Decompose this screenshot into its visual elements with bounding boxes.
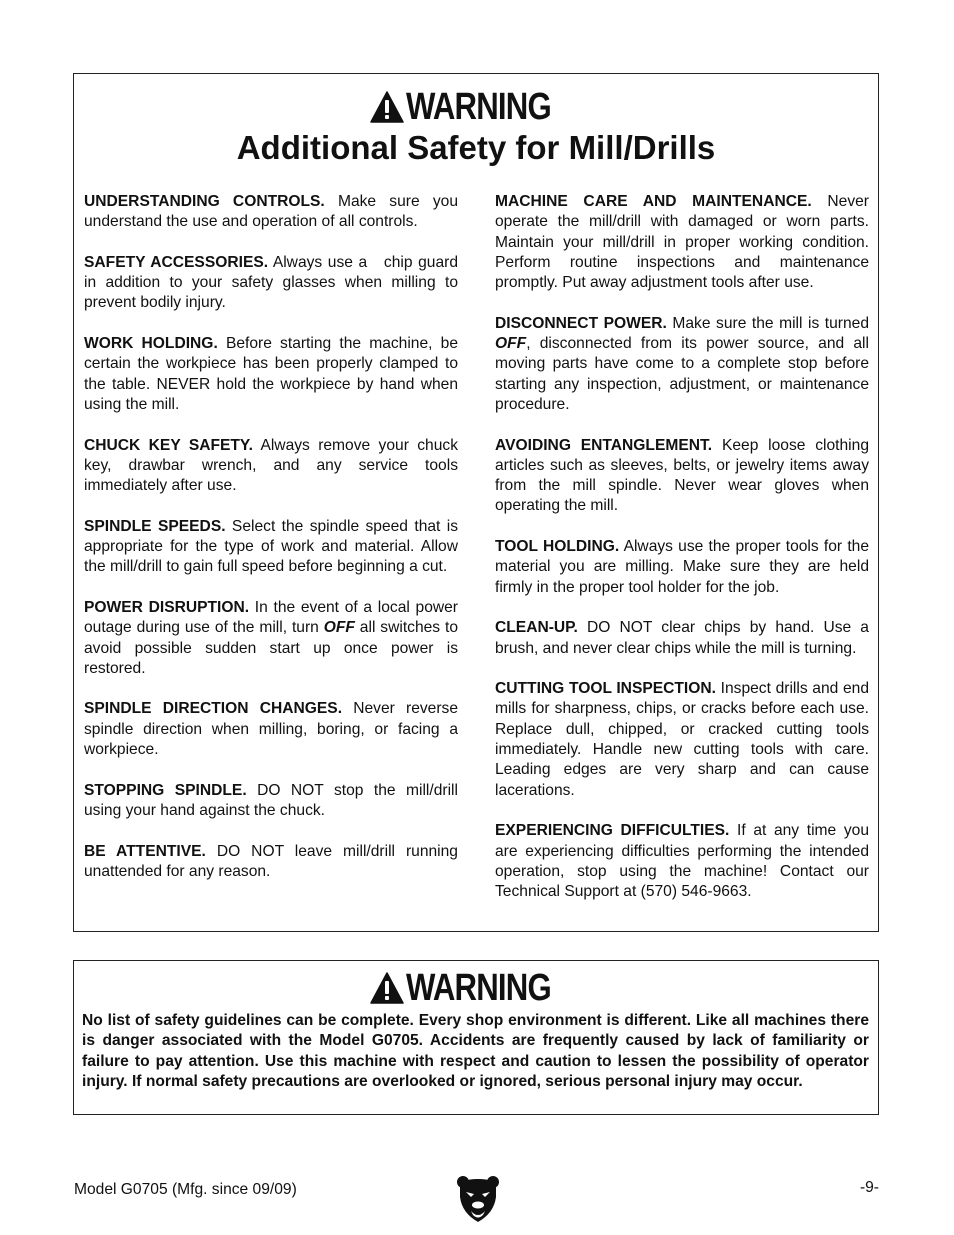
safety-item: WORK HOLDING. Before starting the machine, be certain the workpiece has been properly clamped to the table. NEVER hold the workpiece by hand when using the mill. xyxy=(84,335,458,413)
right-column xyxy=(495,192,869,923)
warning-triangle-icon xyxy=(370,972,404,1004)
safety-item: MACHINE CARE AND MAINTENANCE. Never operate the mill/drill with damaged or worn parts. Maintain your mill/drill in proper working condition. Perform routine inspections and maintenance promptly. Put away adjustment tools after use. xyxy=(495,193,869,292)
safety-item: AVOIDING ENTANGLEMENT. Keep loose clothing articles such as sleeves, belts, or jewelry items away from the mill spindle. Never wear gloves when operating the mill. xyxy=(495,436,869,515)
safety-item: SAFETY ACCESSORIES. Always use a chip guard in addition to your safety glasses when milling to prevent bodily injury. xyxy=(84,253,458,312)
additional-safety-warning-box xyxy=(73,73,879,932)
warning-triangle-icon xyxy=(370,91,404,123)
safety-columns xyxy=(84,192,869,923)
warning-header xyxy=(74,88,878,126)
left-column xyxy=(84,192,458,923)
bear-head-logo-icon xyxy=(456,1175,500,1223)
general-warning-box xyxy=(73,960,879,1115)
safety-item: POWER DISRUPTION. In the event of a local power outage during use of the mill, turn OFF all switches to avoid possible sudden start up once power is restored. xyxy=(84,598,458,677)
warning-header xyxy=(74,969,878,1007)
section-title: Additional Safety for Mill/Drills xyxy=(236,129,716,166)
warning-body-text: No list of safety guidelines can be complete. Every shop environment is different. Like all machines there is danger associated with the Model G0705. Accidents are frequently caused by lack of familiarity or failure to pay attention. Use this machine with respect and caution to lessen the possibility of operator injury. If normal safety precautions are overlooked or ignored, serious personal injury may occur. xyxy=(82,1012,869,1090)
safety-item: BE ATTENTIVE. DO NOT leave mill/drill running unattended for any reason. xyxy=(84,842,458,880)
safety-item: CUTTING TOOL INSPECTION. Inspect drills and end mills for sharpness, chips, or cracks before each use. Replace dull, chipped, or cracked cutting tools immediately. Handle new cutting tools with care. Leading edges are very sharp and can cause lacerations. xyxy=(495,680,869,799)
safety-item: UNDERSTANDING CONTROLS. Make sure you understand the use and operation of all controls. xyxy=(84,193,458,231)
safety-item: TOOL HOLDING. Always use the proper tools for the material you are milling. Make sure they are held firmly in the proper tool holder for the job. xyxy=(495,538,869,596)
page-number: -9- xyxy=(859,1179,879,1196)
safety-item: EXPERIENCING DIFFICULTIES. If at any time you are experiencing difficulties performing the intended operation, stop using the machine! Contact our Technical Support at (570) 546-9663. xyxy=(495,822,869,901)
safety-item: SPINDLE DIRECTION CHANGES. Never reverse spindle direction when milling, boring, or facing a workpiece. xyxy=(84,700,458,759)
safety-item: CHUCK KEY SAFETY. Always remove your chuck key, drawbar wrench, and any service tools immediately after use. xyxy=(84,436,458,495)
warning-label: WARNING xyxy=(405,86,551,128)
warning-label: WARNING xyxy=(405,967,551,1009)
safety-item: CLEAN-UP. DO NOT clear chips by hand. Use a brush, and never clear chips while the mill is turning. xyxy=(495,619,869,657)
footer-model-text: Model G0705 (Mfg. since 09/09) xyxy=(74,1181,297,1198)
safety-item: SPINDLE SPEEDS. Select the spindle speed that is appropriate for the type of work and material. Allow the mill/drill to gain full speed before beginning a cut. xyxy=(84,517,459,576)
safety-item: DISCONNECT POWER. Make sure the mill is turned OFF, disconnected from its power source, and all moving parts have come to a complete stop before starting any inspection, adjustment, or maintenance procedure. xyxy=(495,314,870,413)
safety-item: STOPPING SPINDLE. DO NOT stop the mill/drill using your hand against the chuck. xyxy=(84,781,458,819)
